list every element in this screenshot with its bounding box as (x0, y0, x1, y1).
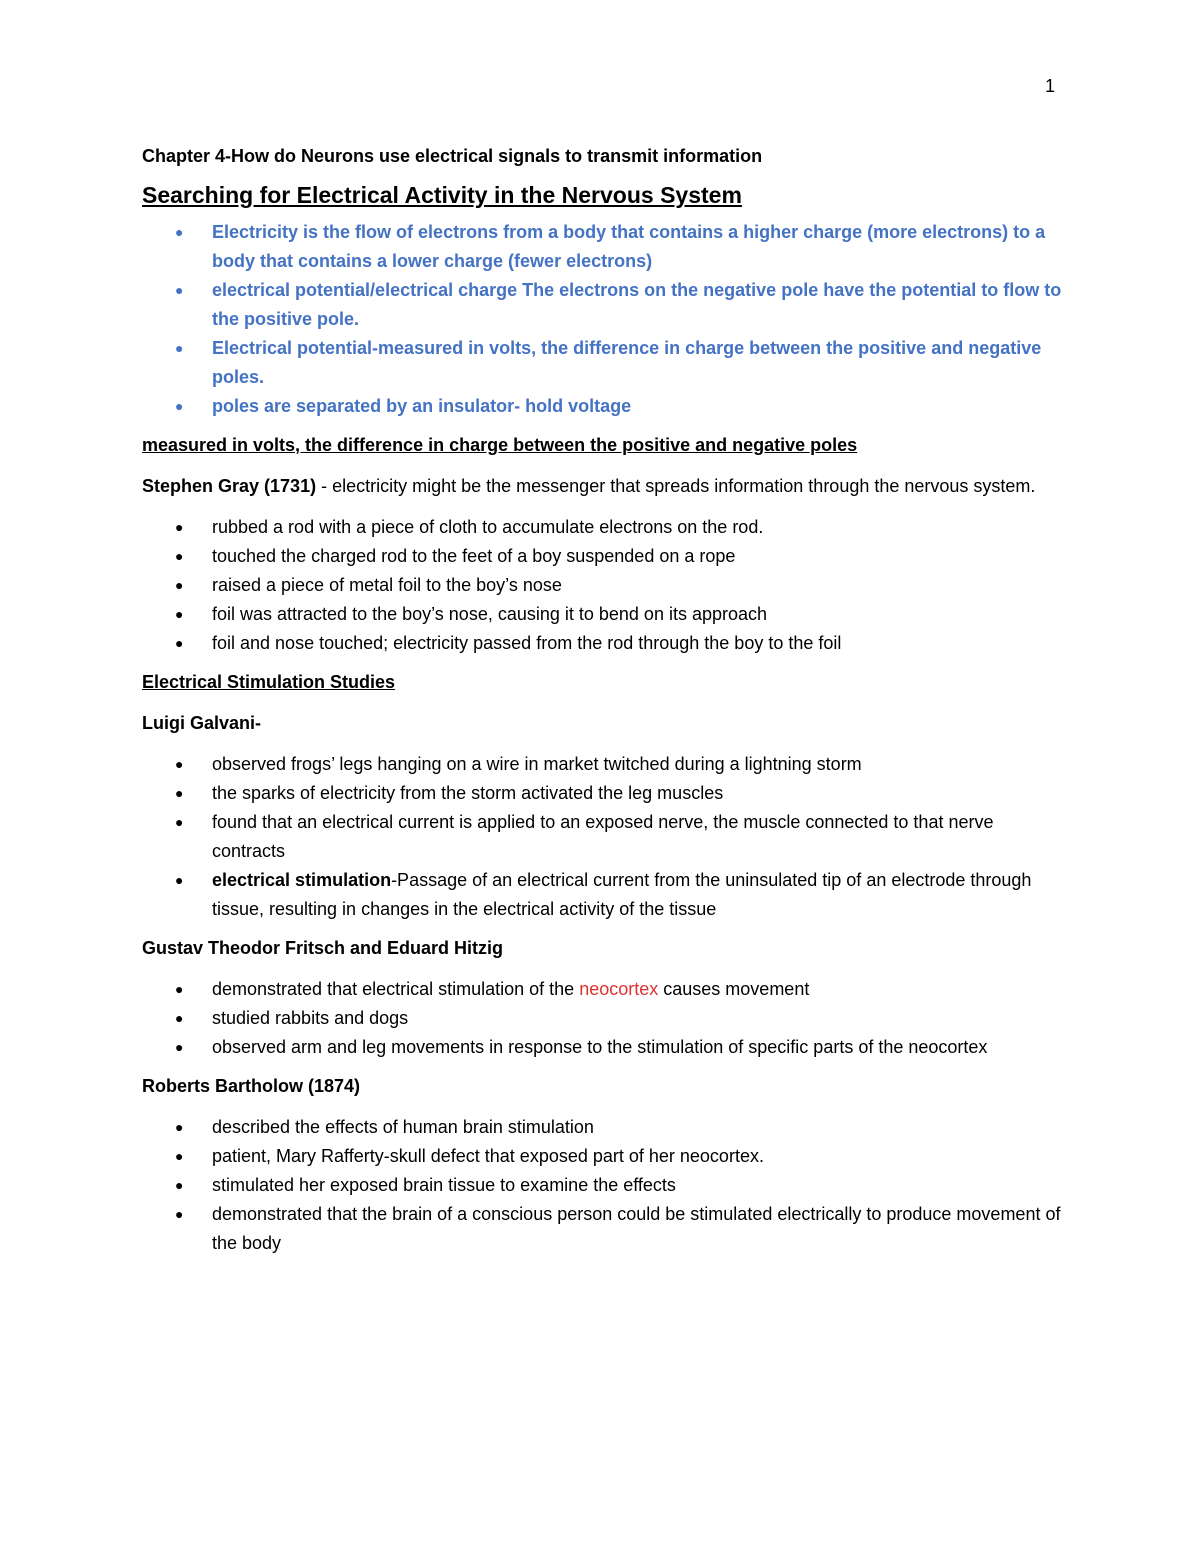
list-item: ● observed arm and leg movements in response to the stimulation of specific parts of the neocortex (175, 1037, 988, 1057)
list-item: ● studied rabbits and dogs (175, 1008, 409, 1028)
section-heading: Searching for Electrical Activity in the Nervous System (142, 182, 742, 208)
list-item: ● electrical potential/electrical charge The electrons on the negative pole have the potential to flow to the positive pole. (175, 280, 1062, 329)
list-item: ● electrical stimulation-Passage of an electrical current from the uninsulated tip of an electrode through tissue, resulting in changes in the electrical activity of the tissue (175, 870, 1032, 919)
list-item: ● demonstrated that electrical stimulation of the neocortex causes movement (175, 979, 810, 999)
gray-description: - electricity might be the messenger that spreads information through the nervous system. (316, 476, 1036, 496)
bartholow-name: Roberts Bartholow (1874) (142, 1076, 361, 1096)
galvani-name: Luigi Galvani- (142, 713, 262, 733)
list-item: ● observed frogs’ legs hanging on a wire in market twitched during a lightning storm (175, 754, 862, 774)
fritsch-list (142, 975, 1062, 1062)
list-item: ● patient, Mary Rafferty-skull defect that exposed part of her neocortex. (175, 1146, 764, 1166)
fritsch-name: Gustav Theodor Fritsch and Eduard Hitzig (142, 938, 504, 958)
galvani-list (142, 750, 1062, 924)
neocortex-highlight: neocortex (579, 979, 659, 999)
list-item: ● poles are separated by an insulator- hold voltage (175, 396, 632, 416)
list-item: ● rubbed a rod with a piece of cloth to accumulate electrons on the rod. (175, 517, 764, 537)
list-item: ● demonstrated that the brain of a conscious person could be stimulated electrically to produce movement of the body (175, 1204, 1061, 1253)
list-item: ● found that an electrical current is applied to an exposed nerve, the muscle connected to that nerve contracts (175, 812, 994, 861)
electricity-definitions-list (142, 218, 1062, 421)
page-number: 1 (1045, 76, 1056, 96)
term: electrical stimulation (212, 870, 392, 890)
gray-name: Stephen Gray (1731) (142, 476, 317, 496)
measured-heading: measured in volts, the difference in charge between the positive and negative poles (142, 435, 858, 455)
gray-paragraph (142, 472, 1062, 501)
list-item: ● described the effects of human brain stimulation (175, 1117, 594, 1137)
list-item: ● Electricity is the flow of electrons from a body that contains a higher charge (more electrons) to a body that contains a lower charge (fewer electrons) (175, 222, 1046, 271)
list-item: ● foil and nose touched; electricity passed from the rod through the boy to the foil (175, 633, 842, 653)
stimulation-heading: Electrical Stimulation Studies (142, 672, 396, 692)
list-item: ● touched the charged rod to the feet of a boy suspended on a rope (175, 546, 736, 566)
chapter-title: Chapter 4-How do Neurons use electrical signals to transmit information (142, 146, 763, 166)
list-item: ● raised a piece of metal foil to the boy’s nose (175, 575, 562, 595)
gray-list (142, 513, 1062, 658)
list-item: ● the sparks of electricity from the storm activated the leg muscles (175, 783, 724, 803)
list-item: ● Electrical potential-measured in volts, the difference in charge between the positive and negative poles. (175, 338, 1042, 387)
list-item: ● foil was attracted to the boy’s nose, causing it to bend on its approach (175, 604, 768, 624)
list-item: ● stimulated her exposed brain tissue to examine the effects (175, 1175, 676, 1195)
document-body (142, 144, 1062, 1268)
bartholow-list (142, 1113, 1062, 1258)
